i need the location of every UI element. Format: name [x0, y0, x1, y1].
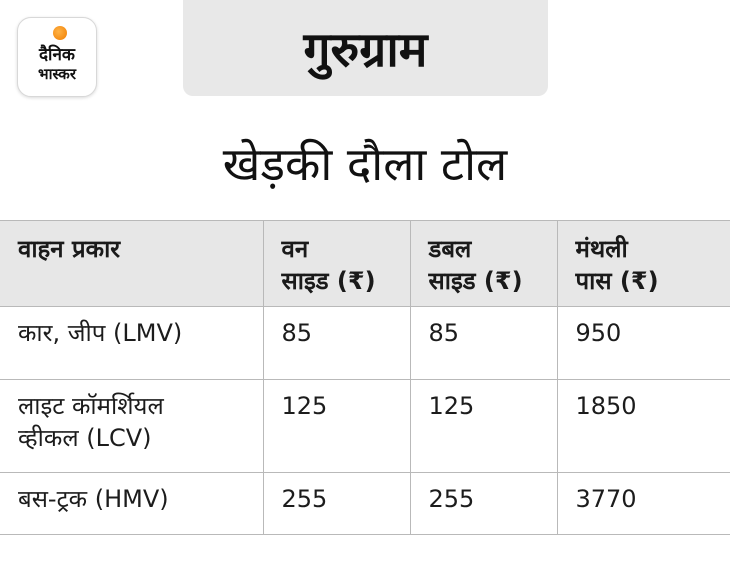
toll-rates-table	[0, 220, 730, 535]
header-text: वाहन प्रकार	[18, 235, 121, 263]
header-double-side	[410, 221, 557, 307]
header-one-side	[263, 221, 410, 307]
table-row	[0, 379, 730, 472]
header-text: साइड (₹)	[281, 267, 376, 296]
cell-text: बस-ट्रक (HMV)	[18, 484, 169, 513]
cell-one-side: 255	[263, 472, 410, 534]
dainik-bhaskar-logo	[17, 17, 97, 97]
cell-double-side: 85	[410, 306, 557, 379]
city-name: गुरुग्राम	[303, 21, 428, 78]
cell-double-side: 255	[410, 472, 557, 534]
header-text: मंथली	[575, 235, 628, 263]
table-row	[0, 472, 730, 534]
header-text: डबल	[428, 235, 472, 263]
cell-monthly-pass: 950	[557, 306, 730, 379]
cell-text: लाइट कॉमर्शियल	[18, 391, 164, 420]
logo-line-2: भास्कर	[38, 65, 76, 83]
header-vehicle-type	[0, 221, 263, 307]
cell-double-side: 125	[410, 379, 557, 472]
cell-one-side: 125	[263, 379, 410, 472]
cell-vehicle-type	[0, 379, 263, 472]
header-text: साइड (₹)	[428, 267, 523, 296]
header-text: वन	[281, 235, 309, 263]
header-monthly-pass	[557, 221, 730, 307]
logo-line-1: दैनिक	[39, 45, 75, 65]
city-label-tab	[183, 0, 548, 96]
cell-one-side: 85	[263, 306, 410, 379]
sun-icon	[53, 26, 67, 40]
cell-vehicle-type	[0, 306, 263, 379]
page-title: खेड़की दौला टोल	[222, 137, 508, 191]
cell-monthly-pass: 3770	[557, 472, 730, 534]
cell-text: कार, जीप (LMV)	[18, 318, 183, 347]
table-header-row	[0, 221, 730, 307]
table-row	[0, 306, 730, 379]
cell-monthly-pass: 1850	[557, 379, 730, 472]
header-text: पास (₹)	[575, 267, 659, 296]
cell-vehicle-type	[0, 472, 263, 534]
cell-text: व्हीकल (LCV)	[18, 424, 152, 453]
